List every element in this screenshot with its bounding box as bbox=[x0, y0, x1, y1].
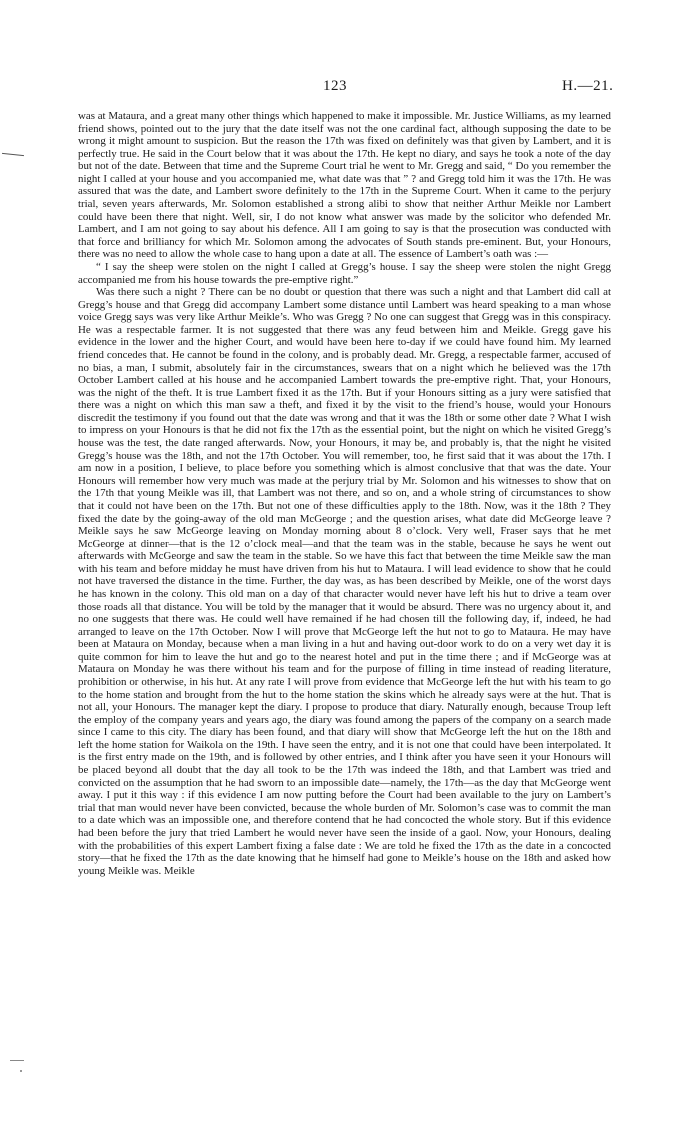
document-reference: H.—21. bbox=[562, 78, 614, 94]
margin-pencil-mark bbox=[2, 153, 24, 156]
paragraph: was at Mataura, and a great many other things which happened to make it impossible. Mr. Justice Williams, as my learned friend shows, pointed out to the jury that the date itself was not the one cardinal fact, although supposing the date to be wrong it might amount to suspicion. But the reason the 17th was fixed on definitely was that given by Lambert, and it is perfectly true. He said in the Court below that it was about the 17th. He kept no diary, and says he took a note of the day but not of the date. Between that time and the Supreme Court trial he went to Mr. Gregg and said, “ Do you remember the night I called at your house and you accompanied me, what date was that ” ? and Gregg told him it was the 17th. He was assured that was the date, and Lambert swore definitely to the 17th in the Supreme Court. When it came to the perjury trial, seven years afterwards, Mr. Solomon established a strong alibi to show that neither Arthur Meikle nor Lambert could have been there that night. Well, sir, I do not know what answer was made by the solicitor who defended Mr. Lambert, and I am not going to say about his defence. All I am going to say is that the prosecution was conducted with that force and brilliancy for which Mr. Solomon among the advocates of South stands pre-eminent. But, your Honours, there was no need to allow the whole case to hang upon a date at all. The essence of Lambert’s oath was :— bbox=[78, 110, 611, 261]
scan-speck bbox=[20, 1070, 22, 1072]
paragraph: Was there such a night ? There can be no doubt or question that there was such a night and that Lambert did call at Gregg’s house and that Gregg did accompany Lambert some distance until Lambert was heard speaking to a man whose voice Gregg says was very like Arthur Meikle’s. Who was Gregg ? No one can suggest that Gregg was in this conspiracy. He was a respectable farmer. It is not suggested that there was any feud between him and Meikle. Gregg gave his evidence in the lower and the higher Court, and would have been here to-day if we could have found him. My learned friend concedes that. He cannot be found in the colony, and is probably dead. Mr. Gregg, a respectable farmer, accused of no bias, a man, I submit, absolutely fair in the circumstances, swears that on a night which he believed was the 17th October Lambert called at his house and he accompanied Lambert towards the pre-emptive right. That, your Honours, was the night of the theft. It is true Lambert fixed it as the 17th. But if your Honours sitting as a jury were satisfied that there was a night on which this man saw a theft, and fixed it by the visit to the friend’s house, would your Honours discredit the testimony if you found out that the date was wrong and that it was the 18th or some other date ? What I wish to impress on your Honours is that he did not fix the 17th as the essential point, but the night on which he visited Gregg’s house was the test, the date ranged afterwards. Now, your Honours, it may be, and probably is, that the night he visited Gregg’s house was the 18th, and not the 17th October. You will remember, too, he first said that it was about the 17th. I am now in a position, I believe, to place before you something which is almost conclusive that that was the date. Your Honours will remember how very much was made at the perjury trial by Mr. Solomon and his witnesses to show that on the 17th that young Meikle was ill, that Lambert was not there, and so on, and a whole string of circumstances to show that it could not have been on the 17th. But not one of these difficulties apply to the 18th. Now, was it the 18th ? They fixed the date by the going-away of the old man McGeorge ; and the question arises, what date did McGeorge leave ? Meikle says he saw McGeorge leaving on Monday morning about 8 o’clock. Very well, Fraser says that he met McGeorge at dinner—that is the 12 o’clock meal—and that the team was in the stable, because he says he went out afterwards with McGeorge and saw the team in the stable. So we have this fact that between the time Meikle saw the man with his team and before midday he must have driven from his hut to Mataura. I will lead evidence to show that he could not have traversed the distance in the time. Further, the day was, as has been described by Meikle, one of the worst days he has known in the colony. This old man on a day of that character would never have left his hut to drive a team over those roads all that distance. You will be told by the manager that it would be absurd. There was no urgency about it, and no one suggests that there was. He could well have remained if he had chosen till the following day, if, indeed, he had arranged to leave on the 17th October. Now I will prove that McGeorge left the hut not to go to Mataura. He may have been at Mataura on Monday, because when a man living in a hut and having out-door work to do on a very wet day it is quite common for him to leave the hut and go to the nearest hotel and put in the time there ; and if McGeorge was at Mataura on Monday he was there without his team and for the purpose of filling in time instead of reading literature, prohibition or otherwise, in his hut. At any rate I will prove from evidence that McGeorge left the hut with his team to go to the home station and brought from the hut to the home station the skins which he already says were at the hut. That is not all, your Honours. The manager kept the diary. I propose to produce that diary. Naturally enough, because Troup left the employ of the company years and years ago, the diary was found among the papers of the company on a search made since I came to this city. The diary has been found, and that diary will show that McGeorge left the hut on the 18th and left the home station for Waikola on the 19th. I have seen the entry, and it is not one that could have been interpolated. It is the first entry made on the 19th, and is followed by other entries, and I think after you have seen it your Honours will be placed beyond all doubt that the day all took to be the 17th was indeed the 18th, and that Lambert was tried and convicted on the assumption that he had sworn to an impossible date—namely, the 17th—as the day that McGeorge went away. I put it this way : if this evidence I am now putting before the Court had been available to the jury on Lambert’s trial that man would never have been convicted, because the whole burden of Mr. Solomon’s case was to commit the man to a date which was an impossible one, and therefore contend that he had concocted the whole story. But if this evidence had been before the jury that tried Lambert he would never have seen the inside of a gaol. Now, your Honours, dealing with the probabilities of this expert Lambert fixing a false date : We are told he fixed the 17th as the date in a concocted story—that he fixed the 17th as the date knowing that he himself had gone to Meikle’s house on the 18th and asked how young Meikle was. Meikle bbox=[78, 286, 611, 877]
page-number: 123 bbox=[323, 78, 347, 94]
document-body bbox=[78, 110, 611, 1094]
page-header bbox=[0, 78, 700, 98]
margin-pencil-mark bbox=[10, 1060, 24, 1061]
quoted-oath: “ I say the sheep were stolen on the night I called at Gregg’s house. I say the sheep were stolen the night Gregg accompanied me from his house towards the pre-emptive right.” bbox=[78, 260, 611, 286]
